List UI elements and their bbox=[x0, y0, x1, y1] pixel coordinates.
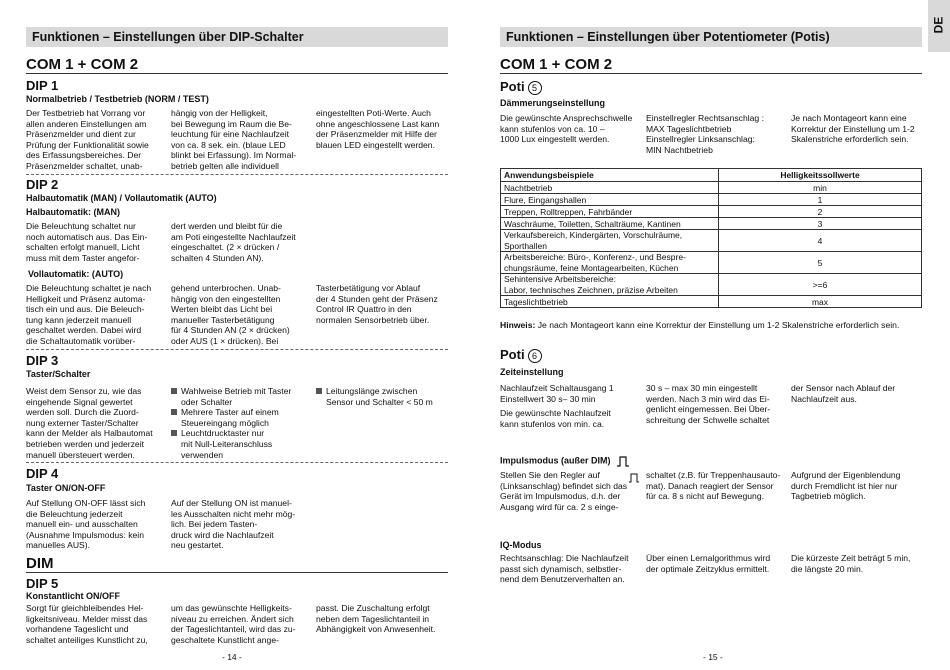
dip2-divider bbox=[26, 349, 448, 350]
dip1-subtitle: Normalbetrieb / Testbetrieb (NORM / TEST) bbox=[26, 94, 209, 104]
dip5-text-col1: Sorgt für gleichbleibendes Hel- ligkeitsniveau. Melder misst das vorhandene Tageslicht und schaltet anteiliges Kunstlicht zu, bbox=[26, 603, 148, 645]
pulse-icon bbox=[616, 455, 630, 467]
table-cell-example: Flure, Eingangshallen bbox=[501, 194, 719, 206]
dip1-text-col2: hängig von der Helligkeit, bei Bewegung im Raum die Be- leuchtung für eine Nachlaufzeit von ca. 8 sek. ein. (blaue LED blinkt bei Erfassung). Im Normal- betrieb gelten alle individuell bbox=[171, 108, 297, 171]
poti6-title-label: Poti bbox=[500, 347, 525, 362]
dip2-subtitle: Halbautomatik (MAN) / Vollautomatik (AUTO) bbox=[26, 193, 217, 203]
dim-rule bbox=[26, 572, 448, 573]
table-row bbox=[501, 296, 922, 308]
table-cell-value: 4 bbox=[719, 230, 922, 252]
dip3-text-col1: Weist dem Sensor zu, wie das eingehende Signal gewertet werden soll. Durch die Zuord- nung externer Taster/Schalter kann der Melder als Halbautomat betrieben werden und jederzeit manuell übersteuert werden. bbox=[26, 386, 153, 460]
table-header-example: Anwendungsbeispiele bbox=[501, 169, 719, 182]
dip3-bullet-list bbox=[171, 386, 311, 460]
bullet-square-icon bbox=[171, 430, 177, 436]
dip3-bullet-item-right bbox=[316, 386, 448, 407]
table-row bbox=[501, 230, 922, 252]
poti5-title-label: Poti bbox=[500, 79, 525, 94]
dip1-text-col3: eingestellten Poti-Werte. Auch ohne angeschlossene Last kann der Präsenzmelder mit Hilfe der blauen LED eingestellt werden. bbox=[316, 108, 440, 150]
dip3-bullet-text: Wahlweise Betrieb mit Taster oder Schalter bbox=[181, 386, 292, 407]
table-cell-value: 1 bbox=[719, 194, 922, 206]
left-com-heading: COM 1 + COM 2 bbox=[26, 56, 139, 73]
table-cell-value: min bbox=[719, 182, 922, 194]
table-cell-value: 5 bbox=[719, 252, 922, 274]
poti6-text-col1a: Nachlaufzeit Schaltausgang 1 Einstellwert 30 s– 30 min bbox=[500, 383, 614, 404]
left-section-title: Funktionen – Einstellungen über DIP-Schalter bbox=[26, 27, 448, 47]
table-header-row bbox=[501, 169, 922, 182]
dip1-divider bbox=[26, 174, 448, 175]
language-tab-label: DE bbox=[931, 16, 946, 34]
table-cell-value: >=6 bbox=[719, 274, 922, 296]
dip4-text-col2: Auf der Stellung ON ist manuel- les Ausschalten nicht mehr mög- lich. Bei jedem Tasten- druck wird die Nachlaufzeit neu gestartet. bbox=[171, 498, 296, 551]
dip4-subtitle: Taster ON/ON-OFF bbox=[26, 483, 106, 493]
iq-text-col1: Rechtsanschlag: Die Nachlaufzeit passt sich dynamisch, selbstler- nend dem Benutzerverhalten an. bbox=[500, 553, 629, 585]
poti5-subtitle: Dämmerungseinstellung bbox=[500, 98, 606, 108]
dip1-text-col1: Der Testbetrieb hat Vorrang vor allen anderen Einstellungen am Präsenzmelder und dient zur Prüfung der Funktionalität sowie des Erfassungsbereiches. Der Präsenzmelder schaltet, unab- bbox=[26, 108, 149, 171]
poti5-text-col1: Die gewünschte Ansprechschwelle kann stufenlos von ca. 10 – 1000 Lux eingestellt werden. bbox=[500, 113, 633, 145]
table-cell-value: 3 bbox=[719, 218, 922, 230]
dip3-title: DIP 3 bbox=[26, 353, 59, 368]
left-com-rule bbox=[26, 73, 448, 74]
right-com-heading: COM 1 + COM 2 bbox=[500, 56, 613, 73]
dip5-title: DIP 5 bbox=[26, 576, 59, 591]
right-section-title: Funktionen – Einstellungen über Potentiometer (Potis) bbox=[500, 27, 922, 47]
dip5-text-col3: passt. Die Zuschaltung erfolgt neben dem Tageslichtanteil in Abhängigkeit von Anwesenheit. bbox=[316, 603, 436, 635]
page-number-right: - 15 - bbox=[703, 652, 723, 662]
table-note-text: Je nach Montageort kann eine Korrektur der Einstellung um 1-2 Skalenstriche erforderlich sein. bbox=[535, 320, 900, 330]
language-tab bbox=[928, 0, 950, 52]
dip3-bullet-item bbox=[171, 428, 311, 460]
impuls-text-col2: schaltet (z.B. für Treppenhausauto- mat). Danach reagiert der Sensor für ca. 8 s nicht auf Bewegung. bbox=[646, 470, 781, 502]
impuls-title-label: Impulsmodus (außer DIM) bbox=[500, 455, 611, 466]
table-cell-example: Nachtbetrieb bbox=[501, 182, 719, 194]
poti6-subtitle: Zeiteinstellung bbox=[500, 367, 564, 377]
table-note bbox=[500, 320, 922, 330]
dip2-man-col2: dert werden und bleibt für die am Poti eingestellte Nachlaufzeit eingeschaltet. (2 × drücken / schalten 4 Stunden AN). bbox=[171, 221, 296, 263]
dip4-text-col1: Auf Stellung ON-OFF lässt sich die Beleuchtung jederzeit manuell ein- und ausschalten (Ausnahme Impulsmodus: kein manuelles AUS). bbox=[26, 498, 146, 551]
dip2-auto-col1: Die Beleuchtung schaltet je nach Helligkeit und Präsenz automa- tisch ein und aus. Die Beleuch- tung kann jederzeit manuell geschaltet werden. Dabei wird die Schaltautomatik vorüber- bbox=[26, 283, 152, 346]
dip3-subtitle: Taster/Schalter bbox=[26, 369, 91, 379]
dip2-auto-col3: Tasterbetätigung vor Ablauf der 4 Stunden geht der Präsenz Control IR Quattro in den normalen Sensorbetrieb über. bbox=[316, 283, 438, 325]
right-com-rule bbox=[500, 73, 922, 74]
poti5-text-col2: Einstellregler Rechtsanschlag : MAX Tageslichtbetrieb Einstellregler Linksanschlag: MIN Nachtbetrieb bbox=[646, 113, 764, 155]
poti5-text-col3: Je nach Montageort kann eine Korrektur der Einstellung um 1-2 Skalenstriche erforderlich sein. bbox=[791, 113, 915, 145]
table-note-label: Hinweis: bbox=[500, 320, 536, 330]
dip2-auto-title: Vollautomatik: (AUTO) bbox=[28, 269, 124, 279]
table-row bbox=[501, 252, 922, 274]
brightness-table bbox=[500, 168, 922, 308]
impuls-text-col1: Stellen Sie den Regler auf (Linksanschlag) befindet sich das Gerät im Impulsmodus, d.h. der Ausgang wird für ca. 2 s einge- bbox=[500, 470, 628, 512]
page-number-left: - 14 - bbox=[222, 652, 242, 662]
poti6-text-col3: der Sensor nach Ablauf der Nachlaufzeit aus. bbox=[791, 383, 896, 404]
table-cell-example: Waschräume, Toiletten, Schalträume, Kantinen bbox=[501, 218, 719, 230]
dip2-man-col1: Die Beleuchtung schaltet nur noch automatisch aus. Das Ein- schalten erfolgt manuell, Licht muss mit dem Taster angefor- bbox=[26, 221, 148, 263]
poti5-title bbox=[500, 79, 542, 95]
iq-text-col2: Über einen Lernalgorithmus wird der optimale Zeitzyklus ermittelt. bbox=[646, 553, 771, 574]
dip3-bullet-text: Leuchtdrucktaster nur mit Null-Leiteranschluss verwenden bbox=[181, 428, 273, 460]
dip5-text-col2: um das gewünschte Helligkeits- niveau zu erreichen. Ändert sich der Tageslichtanteil, wird das zu- geschaltete Kunstlicht ange- bbox=[171, 603, 296, 645]
iq-text-col3: Die kürzeste Zeit beträgt 5 min, die längste 20 min. bbox=[791, 553, 911, 574]
table-cell-value: 2 bbox=[719, 206, 922, 218]
dip3-bullet-text: Leitungslänge zwischen Sensor und Schalter < 50 m bbox=[326, 386, 433, 407]
dip3-divider bbox=[26, 462, 448, 463]
dip5-subtitle: Konstantlicht ON/OFF bbox=[26, 591, 120, 601]
dip3-bullet-item bbox=[171, 407, 311, 428]
dip3-bullet-item bbox=[171, 386, 311, 407]
dip1-title: DIP 1 bbox=[26, 78, 59, 93]
dip4-title: DIP 4 bbox=[26, 466, 59, 481]
dip3-bullet-text: Mehrere Taster auf einem Steuereingang möglich bbox=[181, 407, 279, 428]
dim-heading: DIM bbox=[26, 555, 54, 572]
poti5-number-circle: 5 bbox=[528, 81, 542, 95]
table-cell-example: Tageslichtbetrieb bbox=[501, 296, 719, 308]
poti6-text-col1b: Die gewünschte Nachlaufzeit kann stufenlos von min. ca. bbox=[500, 408, 611, 429]
poti6-title bbox=[500, 347, 542, 363]
poti6-text-col2: 30 s – max 30 min eingestellt werden. Nach 3 min wird das Ei- genlicht eingemessen. Bei Über- schreitung der Schwelle schaltet bbox=[646, 383, 771, 425]
poti6-number-circle: 6 bbox=[528, 349, 542, 363]
bullet-square-icon bbox=[171, 409, 177, 415]
impuls-inline-pulse-icon bbox=[628, 470, 640, 488]
dip2-title: DIP 2 bbox=[26, 177, 59, 192]
table-cell-example: Verkaufsbereich, Kindergärten, Vorschulräume, Sporthallen bbox=[501, 230, 719, 252]
table-row bbox=[501, 194, 922, 206]
table-row bbox=[501, 206, 922, 218]
iq-title: IQ-Modus bbox=[500, 540, 542, 550]
table-row bbox=[501, 274, 922, 296]
table-cell-example: Sehintensive Arbeitsbereiche: Labor, technisches Zeichnen, präzise Arbeiten bbox=[501, 274, 719, 296]
impuls-text-col3: Aufgrund der Eigenblendung durch Fremdlicht ist hier nur Tagbetrieb möglich. bbox=[791, 470, 901, 502]
dip2-man-title: Halbautomatik: (MAN) bbox=[26, 207, 120, 217]
impuls-title bbox=[500, 455, 630, 467]
bullet-square-icon bbox=[316, 388, 322, 394]
table-cell-value: max bbox=[719, 296, 922, 308]
table-row bbox=[501, 182, 922, 194]
table-cell-example: Treppen, Rolltreppen, Fahrbänder bbox=[501, 206, 719, 218]
table-header-value: Helligkeitssollwerte bbox=[719, 169, 922, 182]
bullet-square-icon bbox=[171, 388, 177, 394]
dip2-auto-col2: gehend unterbrochen. Unab- hängig von den eingestellten Werten bleibt das Licht bei manueller Tasterbetätigung für 4 Stunden AN (2 × drücken) oder AUS (1 × drücken). Bei bbox=[171, 283, 290, 346]
table-row bbox=[501, 218, 922, 230]
table-cell-example: Arbeitsbereiche: Büro-, Konferenz-, und Bespre- chungsräume, feine Montagearbeiten, Küchen bbox=[501, 252, 719, 274]
